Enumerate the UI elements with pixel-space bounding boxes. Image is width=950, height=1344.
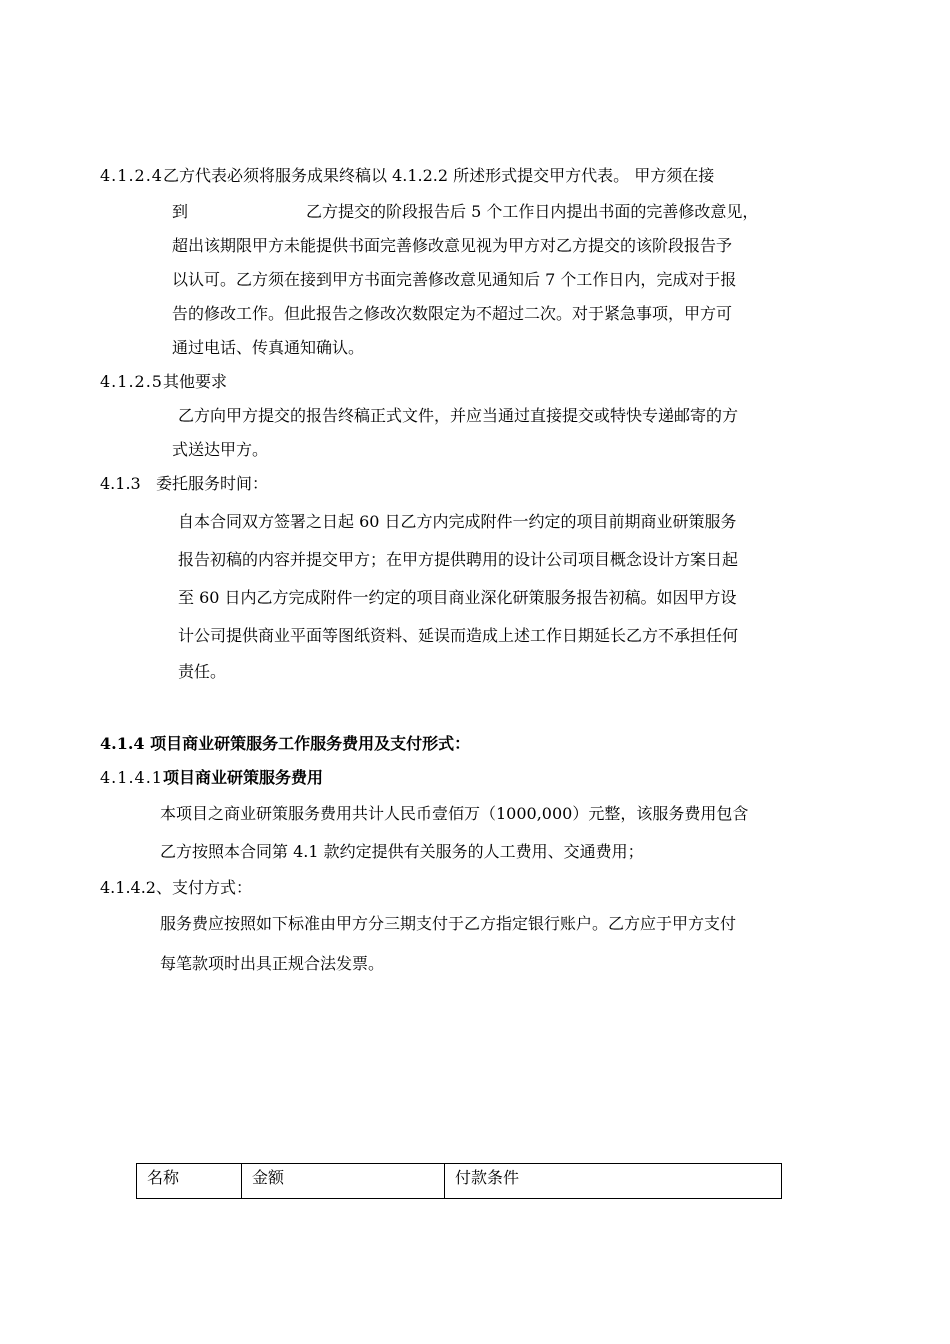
para-4-1-4-1-line-1: 本项目之商业研策服务费用共计人民币壹佰万（1000,000）元整，该服务费用包含	[160, 804, 749, 823]
payment-table	[136, 1163, 782, 1199]
clause-title: 项目商业研策服务费用	[162, 768, 323, 787]
table-header-payment-terms: 付款条件	[445, 1164, 782, 1199]
section-4-1-3-heading: 4.1.3 委托服务时间：	[100, 474, 268, 493]
para-4-1-2-5-heading	[100, 372, 227, 392]
para-4-1-3-line-4: 计公司提供商业平面等图纸资料、延误而造成上述工作日期延长乙方不承担任何	[178, 626, 739, 645]
para-4-1-2-4-line-4: 以认可。乙方须在接到甲方书面完善修改意见通知后 7 个工作日内，完成对于报	[172, 270, 737, 289]
para-4-1-2-5-line-2: 式送达甲方。	[172, 440, 269, 459]
para-4-1-2-4-line-6: 通过电话、传真通知确认。	[172, 338, 365, 357]
clause-number: 4.1.2.4	[100, 166, 163, 185]
para-4-1-2-4-line-1	[100, 166, 714, 186]
clause-text: 乙方提交的阶段报告后 5 个工作日内提出书面的完善修改意见，	[306, 202, 759, 221]
para-4-1-2-5-line-1: 乙方向甲方提交的报告终稿正式文件，并应当通过直接提交或特快专递邮寄的方	[178, 406, 739, 425]
para-4-1-2-4-line-2	[172, 202, 758, 222]
table-header-row	[137, 1164, 782, 1199]
para-4-1-3-line-5: 责任。	[178, 662, 227, 681]
para-4-1-4-2-line-1: 服务费应按照如下标准由甲方分三期支付于乙方指定银行账户。乙方应于甲方支付	[160, 914, 737, 933]
para-4-1-3-line-1: 自本合同双方签署之日起 60 日乙方内完成附件一约定的项目前期商业研策服务	[178, 512, 737, 531]
clause-number: 4.1.4.1	[100, 768, 163, 787]
section-4-1-4-2-heading: 4.1.4.2、支付方式：	[100, 878, 252, 897]
clause-title: 其他要求	[162, 372, 227, 391]
para-4-1-3-line-2: 报告初稿的内容并提交甲方；在甲方提供聘用的设计公司项目概念设计方案日起	[178, 550, 739, 569]
clause-number: 4.1.2.5	[100, 372, 163, 391]
clause-text: 乙方代表必须将服务成果终稿以 4.1.2.2 所述形式提交甲方代表。 甲方须在接	[162, 166, 715, 185]
section-4-1-4-heading: 4.1.4 项目商业研策服务工作服务费用及支付形式：	[100, 734, 471, 753]
clause-text: 到	[172, 202, 189, 221]
para-4-1-2-4-line-5: 告的修改工作。但此报告之修改次数限定为不超过二次。对于紧急事项，甲方可	[172, 304, 733, 323]
table-header-name: 名称	[137, 1164, 242, 1199]
para-4-1-2-4-line-3: 超出该期限甲方未能提供书面完善修改意见视为甲方对乙方提交的该阶段报告予	[172, 236, 733, 255]
para-4-1-4-1-line-2: 乙方按照本合同第 4.1 款约定提供有关服务的人工费用、交通费用；	[160, 842, 644, 861]
para-4-1-4-2-line-2: 每笔款项时出具正规合法发票。	[160, 954, 385, 973]
para-4-1-4-1-heading	[100, 768, 323, 788]
para-4-1-3-line-3: 至 60 日内乙方完成附件一约定的项目商业深化研策服务报告初稿。如因甲方设	[178, 588, 737, 607]
table-header-amount: 金额	[242, 1164, 445, 1199]
